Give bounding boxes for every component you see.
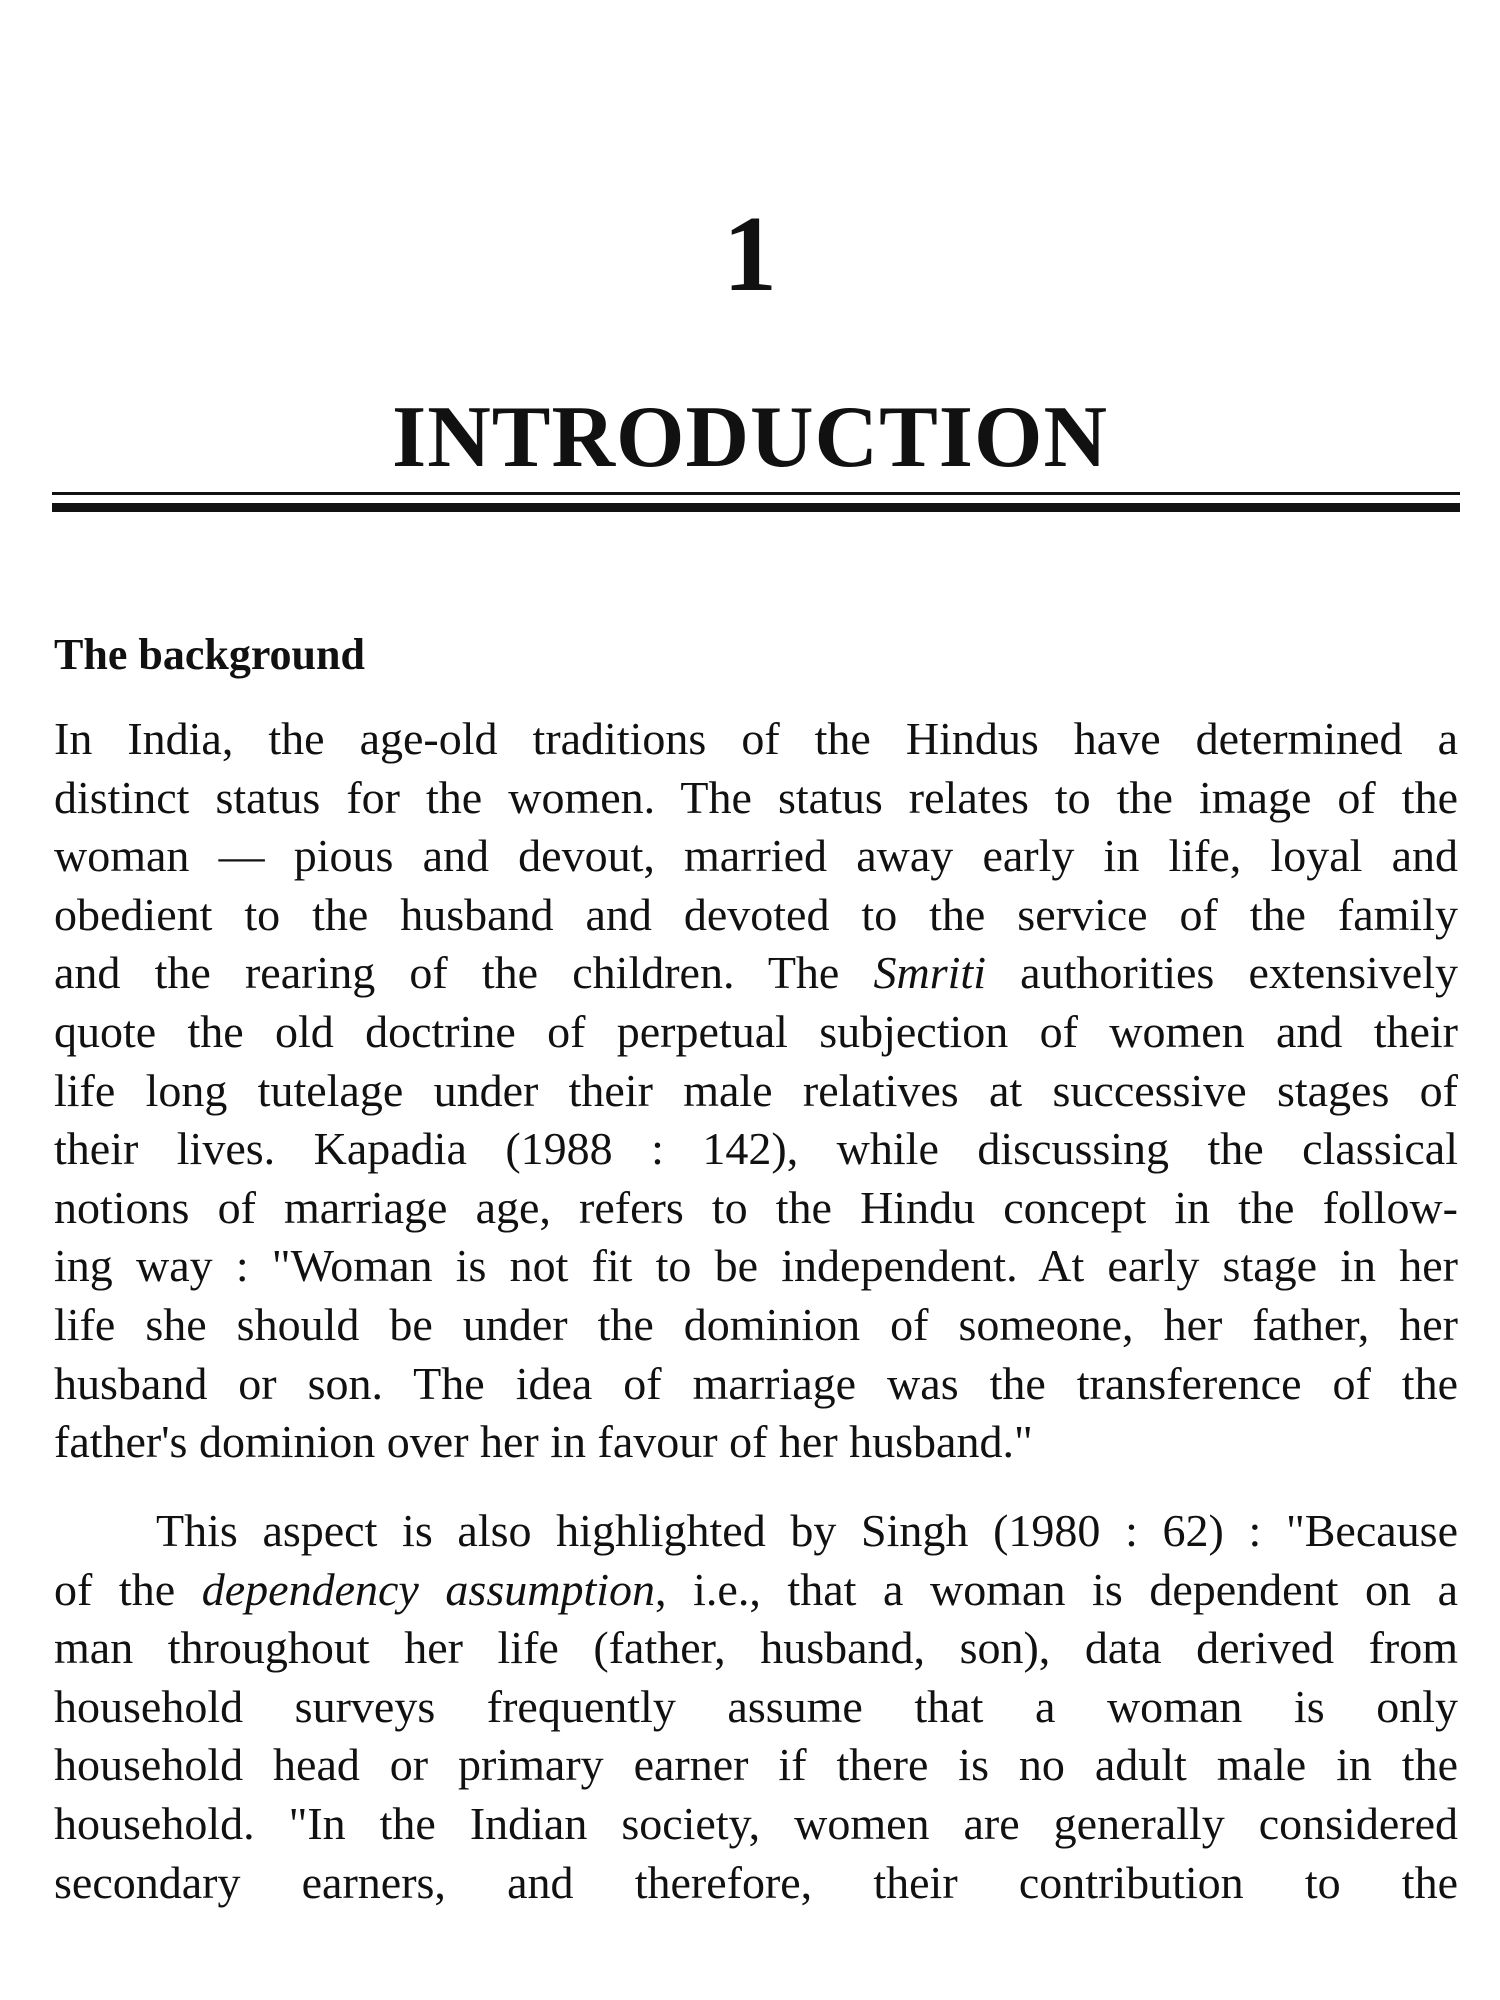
italic-term: Smriti [873,947,986,999]
line-segment: and the rearing of the children. The [54,947,874,999]
chapter-number: 1 [723,195,777,314]
paragraph-line: their lives. Kapadia (1988 : 142), while discussing the classical [54,1123,1458,1175]
paragraph-line: notions of marriage age, refers to the Hindu concept in the follow- [54,1181,1458,1233]
line-segment: authorities extensively [985,947,1459,999]
paragraph-line: household. "In the Indian society, women are generally considered [54,1797,1458,1849]
title-rule-thin [52,492,1460,495]
paragraph-line: man throughout her life (father, husband, son), data derived from [54,1622,1458,1674]
paragraph-line: obedient to the husband and devoted to the service of the family [54,888,1458,940]
paragraph-line [54,1561,1458,1620]
line-segment: , i.e., that a woman is dependent on a [655,1563,1459,1615]
paragraph-line: secondary earners, and therefore, their contribution to the [54,1856,1458,1908]
line-segment: of the [54,1563,202,1615]
paragraph-line: household surveys frequently assume that a woman is only [54,1680,1458,1732]
paragraph-line: distinct status for the women. The status relates to the image of the [54,771,1458,823]
paragraph-line: husband or son. The idea of marriage was the transference of the [54,1357,1458,1409]
paragraph-line: quote the old doctrine of perpetual subjection of women and their [54,1005,1458,1057]
paragraph-line: ing way : "Woman is not fit to be independent. At early stage in her [54,1240,1458,1292]
paragraph-line: In India, the age-old traditions of the Hindus have determined a [54,713,1458,764]
title-rule-thick [52,503,1460,512]
section-heading: The background [54,630,365,679]
paragraph-line: This aspect is also highlighted by Singh (1980 : 62) : "Because [156,1505,1458,1556]
chapter-title: INTRODUCTION [391,389,1109,486]
paragraph-line: life long tutelage under their male relatives at successive stages of [54,1064,1458,1116]
paragraph-line [54,944,1458,1003]
paragraph-2 [54,1502,1458,1912]
paragraph-line: woman — pious and devout, married away early in life, loyal and [54,830,1458,882]
paragraph-line: household head or primary earner if there is no adult male in the [54,1739,1458,1791]
paragraph-1 [54,710,1458,1472]
italic-term: dependency assumption [201,1563,656,1615]
paragraph-line: life she should be under the dominion of someone, her father, her [54,1298,1458,1350]
paragraph-line: father's dominion over her in favour of her husband." [54,1416,1033,1468]
